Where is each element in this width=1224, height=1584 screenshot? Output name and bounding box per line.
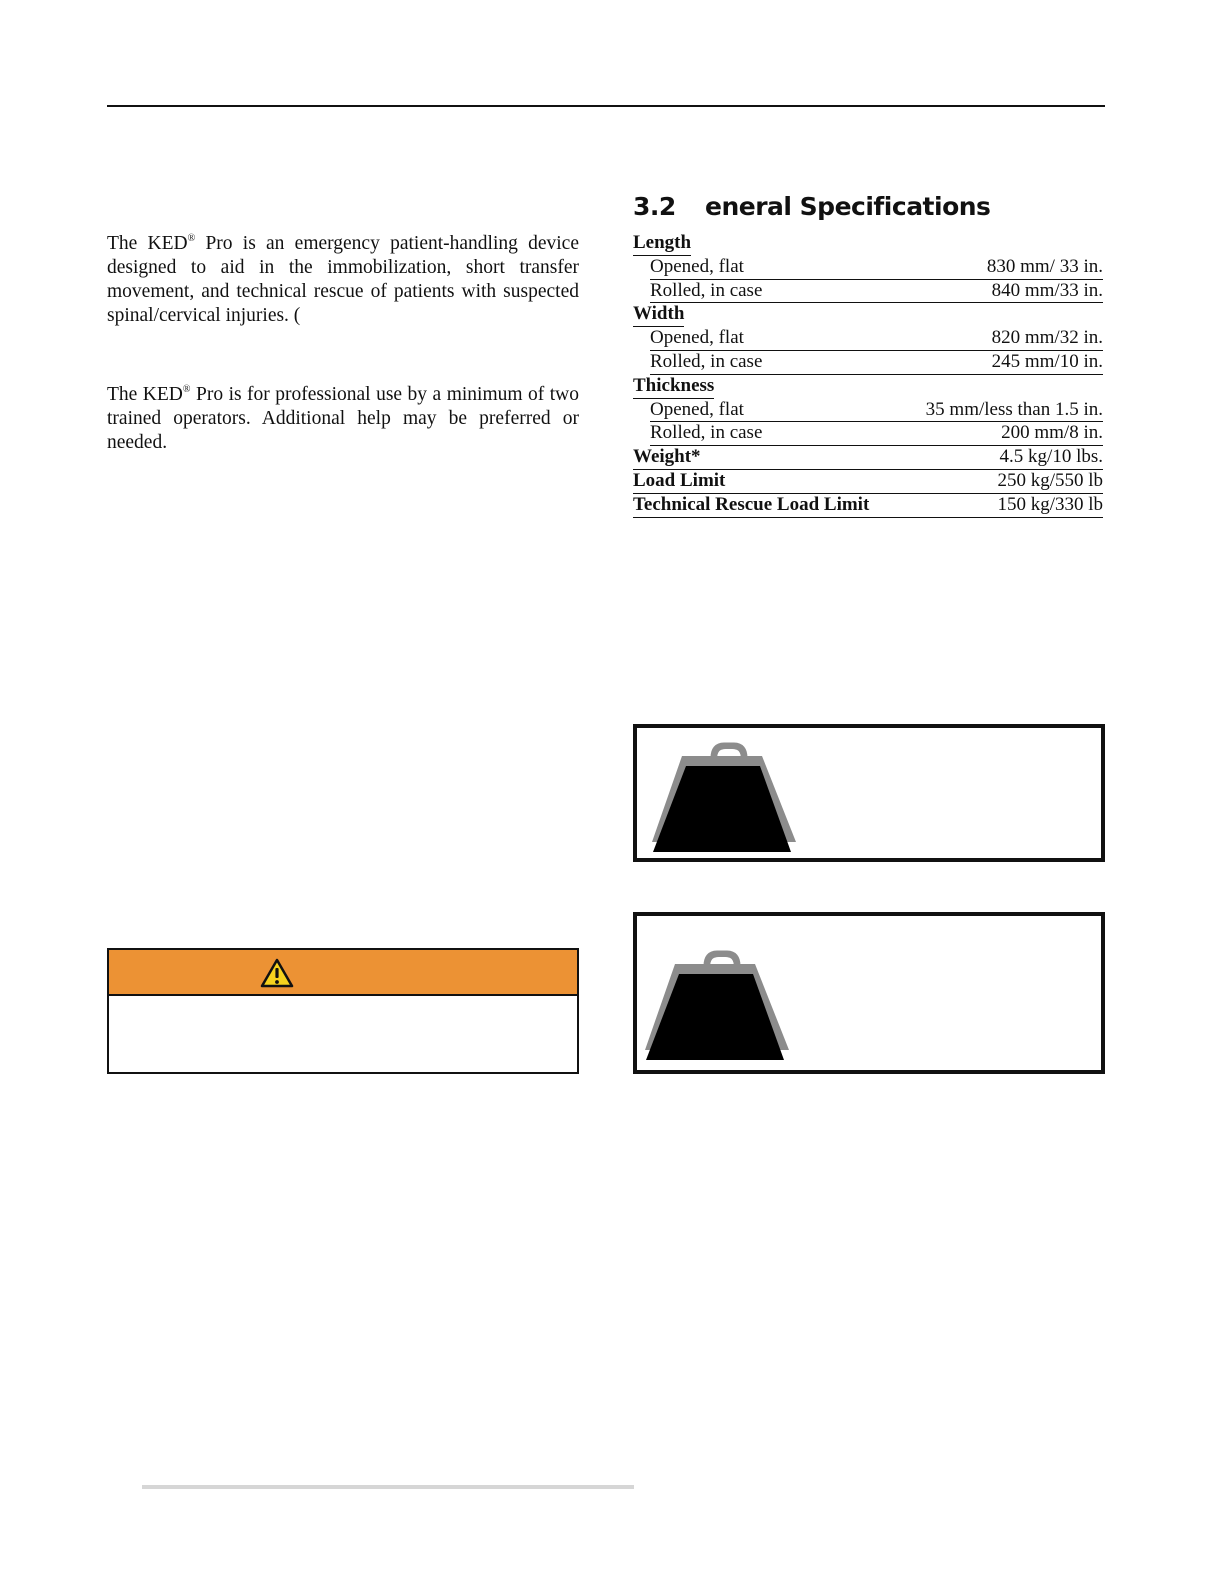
spec-row: Opened, flat 35 mm/less than 1.5 in. — [650, 399, 1103, 423]
intro-paragraph — [107, 232, 579, 328]
section-number: 3.2 — [633, 192, 676, 221]
spec-row-load-limit: Load Limit 250 kg/550 lb — [633, 470, 1103, 494]
spec-row: Opened, flat 820 mm/32 in. — [650, 327, 1103, 351]
product-name: The KED — [107, 384, 183, 405]
header-rule — [107, 105, 1105, 107]
section-heading — [633, 190, 990, 224]
spec-row: Rolled, in case 200 mm/8 in. — [650, 422, 1103, 446]
weight-icon — [650, 742, 798, 854]
usage-paragraph — [107, 383, 579, 455]
weight-notice-box — [633, 724, 1105, 862]
weight-notice-box — [633, 912, 1105, 1074]
spec-row: Rolled, in case 840 mm/33 in. — [650, 280, 1103, 304]
product-name: The KED — [107, 233, 188, 254]
footer-rule — [142, 1485, 634, 1489]
weight-icon — [643, 950, 791, 1062]
registered-mark: ® — [187, 233, 196, 244]
registered-mark: ® — [182, 384, 191, 395]
spec-category-length: Length — [633, 232, 1103, 256]
usage-text: Pro is for professional use by a minimum of two trained operators. Additional help may be preferred or needed. — [107, 384, 579, 453]
spec-category-thickness: Thickness — [633, 375, 1103, 399]
section-title: eneral Specifications — [705, 192, 991, 221]
specifications-table — [633, 232, 1103, 518]
warning-triangle-icon — [260, 958, 294, 988]
spec-row-weight: Weight* 4.5 kg/10 lbs. — [633, 446, 1103, 470]
warning-box — [107, 948, 579, 1074]
spec-row-rescue-load-limit: Technical Rescue Load Limit 150 kg/330 lb — [633, 494, 1103, 518]
spec-row: Rolled, in case 245 mm/10 in. — [650, 351, 1103, 375]
spec-row: Opened, flat 830 mm/ 33 in. — [650, 256, 1103, 280]
warning-header — [109, 950, 577, 996]
intro-text: Pro is an emergency patient-handling device designed to aid in the immobilization, short transfer movement, and technical rescue of patients with suspected spinal/cervical injuries. ( — [107, 233, 579, 326]
spec-category-width: Width — [633, 303, 1103, 327]
